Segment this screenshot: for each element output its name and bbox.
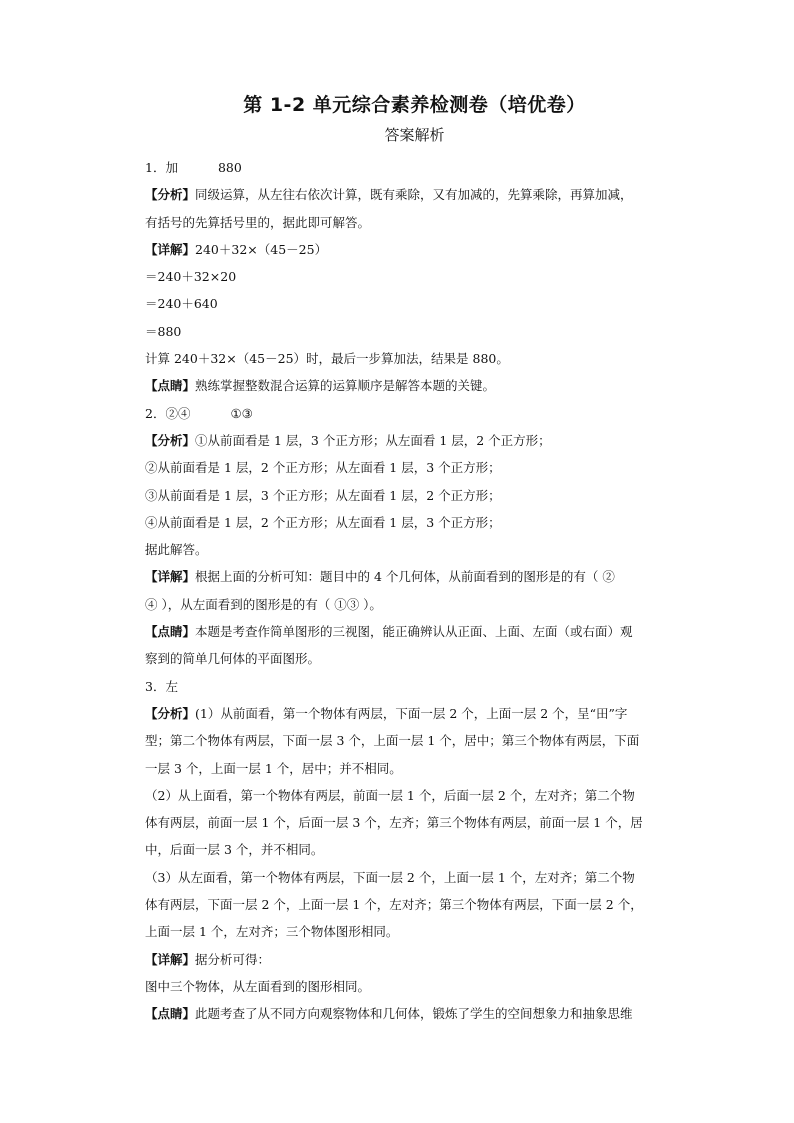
q1-answer-line xyxy=(145,154,684,181)
detail-tag: 【详解】 xyxy=(145,241,196,257)
q3-detail-line-1: 【详解】据分析可得： xyxy=(145,951,271,967)
q3-analysis-line-7: （3）从左面看，第一个物体有两层，下面一层 2 个，上面一层 1 个，左对齐；第二个物 xyxy=(145,869,635,885)
detail-tag: 【详解】 xyxy=(145,569,196,585)
q2-comment-line-2: 察到的简单几何体的平面图形。 xyxy=(145,651,321,667)
q1-analysis-line-1: 【分析】同级运算，从左往右依次计算，既有乘除，又有加减的，先算乘除，再算加减， xyxy=(145,187,633,203)
q3-analysis-line-9: 上面一层 1 个，左对齐；三个物体图形相同。 xyxy=(145,924,399,940)
analysis-tag: 【分析】 xyxy=(145,432,196,448)
q2-detail-line-2: ④ ），从左面看到的图形是的有（ ①③ ）。 xyxy=(145,596,382,612)
q2-comment-line-1: 【点睛】本题是考查作简单图形的三视图，能正确辨认从正面、上面、左面（或右面）观 xyxy=(145,624,633,640)
q1-detail-line-2: ＝240＋32×20 xyxy=(145,269,237,285)
page-subtitle: 答案解析 xyxy=(384,126,445,144)
q1-analysis-line-2: 有括号的先算括号里的，据此即可解答。 xyxy=(145,214,371,230)
q3-detail-line-2: 图中三个物体，从左面看到的图形相同。 xyxy=(145,978,371,994)
q2-analysis-line-1: 【分析】①从前面看是 1 层，3 个正方形；从左面看 1 层，2 个正方形； xyxy=(145,432,551,448)
comment-tag: 【点睛】 xyxy=(145,1006,196,1022)
q1-detail-line-4: ＝880 xyxy=(145,323,182,339)
q1-number: 1．加 xyxy=(145,160,178,175)
q3-answer-line: 3．左 xyxy=(145,678,178,694)
q2-answer-line xyxy=(145,400,684,427)
comment-tag: 【点睛】 xyxy=(145,378,196,394)
q1-comment-line: 【点睛】熟练掌握整数混合运算的运算顺序是解答本题的关键。 xyxy=(145,378,496,394)
q1-detail-line-1: 【详解】240＋32×（45－25） xyxy=(145,241,328,257)
q1-detail-line-3: ＝240＋640 xyxy=(145,296,218,312)
q3-analysis-line-8: 体有两层，下面一层 2 个，上面一层 1 个，左对齐；第三个物体有两层，下面一层 2 个， xyxy=(145,897,643,913)
q1-answer: 880 xyxy=(217,160,242,175)
q3-analysis-line-4: （2）从上面看，第一个物体有两层，前面一层 1 个，后面一层 2 个，左对齐；第二个物 xyxy=(145,787,635,803)
detail-tag: 【详解】 xyxy=(145,951,196,967)
analysis-tag: 【分析】 xyxy=(145,187,196,203)
comment-tag: 【点睛】 xyxy=(145,624,196,640)
q3-analysis-line-6: 中，后面一层 3 个，并不相同。 xyxy=(145,842,324,858)
q2-analysis-line-4: ④从前面看是 1 层，2 个正方形；从左面看 1 层，3 个正方形； xyxy=(145,514,501,530)
q3-analysis-line-5: 体有两层，前面一层 1 个，后面一层 3 个，左齐；第三个物体有两层，前面一层 1 个，居 xyxy=(145,815,643,831)
q1-detail-line-5: 计算 240＋32×（45－25）时，最后一步算加法，结果是 880。 xyxy=(145,351,509,367)
q2-detail-line-1: 【详解】根据上面的分析可知：题目中的 4 个几何体，从前面看到的图形是的有（ ② xyxy=(145,569,615,585)
q2-number: 2．②④ xyxy=(145,405,191,421)
q2-analysis-line-3: ③从前面看是 1 层，3 个正方形；从左面看 1 层，2 个正方形； xyxy=(145,487,501,503)
q2-analysis-line-2: ②从前面看是 1 层，2 个正方形；从左面看 1 层，3 个正方形； xyxy=(145,460,501,476)
page-title: 第 1-2 单元综合素养检测卷（培优卷） xyxy=(243,94,586,116)
q3-analysis-line-2: 型；第二个物体有两层，下面一层 3 个，上面一层 1 个，居中；第三个物体有两层，下面 xyxy=(145,733,640,749)
analysis-tag: 【分析】 xyxy=(145,705,196,721)
q3-comment-line-1: 【点睛】此题考查了从不同方向观察物体和几何体，锻炼了学生的空间想象力和抽象思维 xyxy=(145,1006,633,1022)
q2-analysis-line-5: 据此解答。 xyxy=(145,542,208,558)
q3-analysis-line-3: 一层 3 个，上面一层 1 个，居中；并不相同。 xyxy=(145,760,402,776)
q3-analysis-line-1: 【分析】(1）从前面看，第一个物体有两层，下面一层 2 个，上面一层 2 个，呈“田”字 xyxy=(145,705,628,721)
q2-answer: ①③ xyxy=(230,405,253,421)
